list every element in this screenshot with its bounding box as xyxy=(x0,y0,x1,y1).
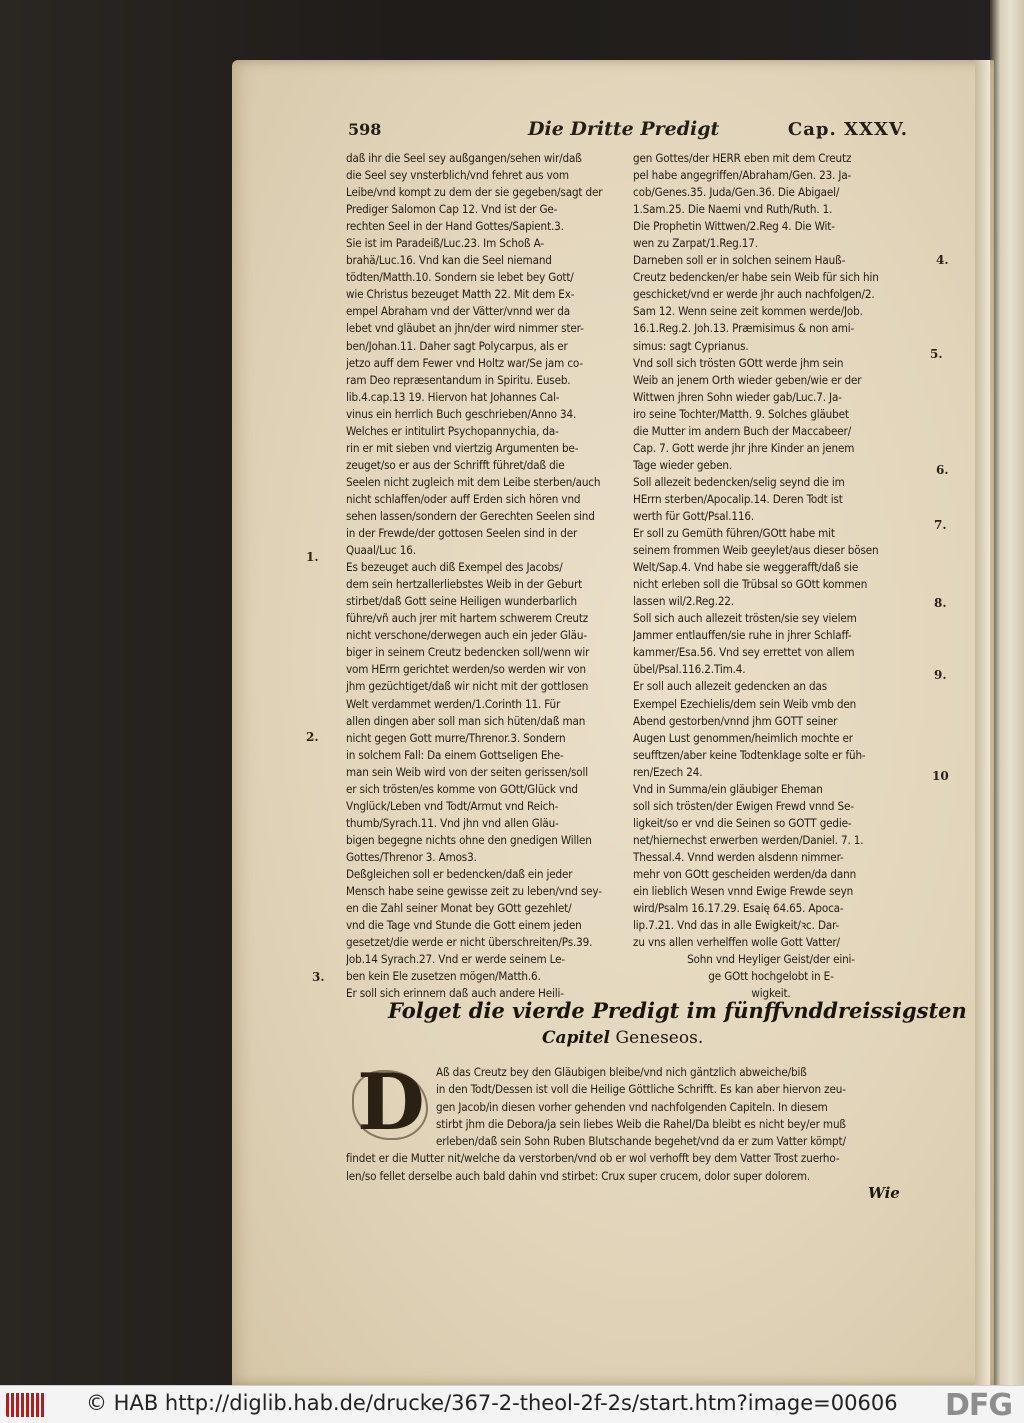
text-line: Welches er intitulirt Psychopannychia, da- xyxy=(346,423,559,438)
catchword: Wie xyxy=(868,1184,900,1202)
text-line: Soll sich auch allezeit trösten/sie sey vielem xyxy=(633,611,857,626)
text-line: in den Todt/Dessen ist voll die Heilige Göttliche Schrifft. Es kan aber hiervon zeu- xyxy=(436,1082,846,1097)
text-line: Sohn vnd Heyliger Geist/der eini- xyxy=(687,952,855,967)
margin-note: 1. xyxy=(306,550,319,564)
text-line: geschicket/vnd er werde jhr auch nachfolgen/2. xyxy=(633,287,875,302)
text-line: wird/Psalm 16.17.29. Esaię 64.65. Apoca- xyxy=(633,901,844,916)
text-line: Mensch habe seine gewisse zeit zu leben/vnd sey- xyxy=(346,884,602,899)
text-line: gen Jacob/in diesen vorher gehenden vnd nachfolgenden Capiteln. In diesem xyxy=(436,1099,828,1114)
text-line: Weib an jenem Orth wieder geben/wie er der xyxy=(633,372,862,387)
dfg-logo: DFG xyxy=(944,1388,1012,1423)
text-line: nicht schlaffen/oder auff Erden sich hören vnd xyxy=(346,491,581,506)
margin-note: 4. xyxy=(936,253,949,267)
text-line: nicht gegen Gott murre/Threnor.3. Sondern xyxy=(346,730,566,745)
section-heading: Folget die vierde Predigt im fünffvnddreissigsten xyxy=(388,998,967,1023)
section-subheading-bold: Capitel xyxy=(542,1028,611,1048)
text-line: sehen lassen/sondern der Gerechten Seelen sind xyxy=(346,508,595,523)
text-line: findet er die Mutter nit/welche da verstorben/vnd ob er wol verhofft bey dem Vatter Trost zuerho- xyxy=(346,1151,840,1166)
intro-paragraph xyxy=(346,1064,908,1185)
text-line: Quaal/Luc 16. xyxy=(346,543,416,558)
text-line: seinem frommen Weib geeylet/aus dieser bösen xyxy=(633,543,879,558)
hab-logo-icon xyxy=(6,1393,46,1417)
margin-note: 5. xyxy=(930,347,943,361)
text-line: Vnglück/Leben vnd Todt/Armut vnd Reich- xyxy=(346,798,559,813)
text-line: Er soll auch allezeit gedencken an das xyxy=(633,679,828,694)
left-text-column xyxy=(346,150,622,1002)
text-line: Sie ist im Paradeiß/Luc.23. Im Schoß A- xyxy=(346,236,544,251)
text-line: vinus ein herrlich Buch geschrieben/Anno 34. xyxy=(346,406,577,421)
section-subheading-text: Geneseos. xyxy=(615,1028,704,1048)
text-line: wie Christus bezeuget Matth 22. Mit dem Ex- xyxy=(346,287,575,302)
text-line: Prediger Salomon Cap 12. Vnd ist der Ge- xyxy=(346,202,558,217)
margin-note: 8. xyxy=(934,596,947,610)
text-line: 16.1.Reg.2. Joh.13. Præmisimus & non ami- xyxy=(633,321,855,336)
text-line: biger in seinem Creutz bedencken soll/wenn wir xyxy=(346,645,590,660)
text-line: Die Prophetin Wittwen/2.Reg 4. Die Wit- xyxy=(633,219,835,234)
page-fore-edge xyxy=(975,60,990,1385)
margin-note: 9. xyxy=(934,668,947,682)
text-line: gesetzet/die werde er nicht überschreiten/Ps.39. xyxy=(346,935,593,950)
text-line: er sich trösten/es komme von GOtt/Glück vnd xyxy=(346,781,578,796)
text-line: ben kein Ele zusetzen mögen/Matth.6. xyxy=(346,969,541,984)
text-line: nicht erleben soll die Trübsal so GOtt kommen xyxy=(633,577,868,592)
text-line: net/hiernechst erwerben werden/Daniel. 7. 1. xyxy=(633,832,864,847)
margin-note: 3. xyxy=(312,970,325,984)
text-line: Er soll sich erinnern daß auch andere Heili- xyxy=(346,986,564,1001)
running-title: Die Dritte Predigt xyxy=(528,118,720,140)
text-line: lassen wil/2.Reg.22. xyxy=(633,594,734,609)
text-line: Cap. 7. Gott werde jhr jhre Kinder an jenem xyxy=(633,440,855,455)
text-line: stirbt jhm die Debora/ja sein liebes Weib die Rahel/Da bleibt es nicht bey/er muß xyxy=(436,1116,846,1131)
text-line: in solchem Fall: Da einem Gottseligen Ehe- xyxy=(346,747,564,762)
text-line: Deßgleichen soll er bedencken/daß ein jeder xyxy=(346,866,573,881)
text-line: dem sein hertzallerliebstes Weib in der Geburt xyxy=(346,577,583,592)
text-line: Welt/Sap.4. Vnd habe sie weggerafft/daß sie xyxy=(633,560,859,575)
text-line: ligkeit/so er vnd die Seinen so GOTT gedie- xyxy=(633,815,852,830)
text-line: Job.14 Syrach.27. Vnd er werde seinem Le- xyxy=(346,952,565,967)
text-line: führe/vñ auch jrer mit hartem schwerem Creutz xyxy=(346,611,589,626)
text-line: nicht verschone/derwegen auch ein jeder Gläu- xyxy=(346,628,587,643)
text-line: ge GOtt hochgelobt in E- xyxy=(708,969,834,984)
text-line: simus: sagt Cyprianus. xyxy=(633,338,749,353)
text-line: daß ihr die Seel sey außgangen/sehen wir/daß xyxy=(346,151,582,165)
text-line: jetzo auff dem Fewer vnd Holtz war/Se jam co- xyxy=(346,355,583,370)
text-line: soll sich trösten/der Ewigen Frewd vnnd Se- xyxy=(633,798,854,813)
text-line: Vnd in Summa/ein gläubiger Eheman xyxy=(633,781,823,796)
text-line: Abend gestorben/vnnd jhm GOTT seiner xyxy=(633,713,838,728)
section-subheading xyxy=(542,1028,703,1048)
text-line: erleben/daß sein Sohn Ruben Blutschande begehet/vnd da er zum Vatter kömpt/ xyxy=(436,1134,846,1149)
margin-note: 2. xyxy=(306,730,319,744)
text-line: Welt verdammet werden/1.Corinth 11. Für xyxy=(346,696,561,711)
text-line: iro seine Tochter/Matth. 9. Solches gläubet xyxy=(633,406,849,421)
text-line: Leibe/vnd kompt zu dem der sie gegeben/sagt der xyxy=(346,185,603,200)
text-line: man sein Weib wird von der seiten gerissen/soll xyxy=(346,764,588,779)
text-line: vnd die Tage vnd Stunde die Gott einem jeden xyxy=(346,918,582,933)
margin-note: 6. xyxy=(936,463,949,477)
viewer-footer xyxy=(0,1385,1024,1423)
text-line: vom HErrn gerichtet werden/so werden wir von xyxy=(346,662,586,677)
text-line: Er soll zu Gemüth führen/GOtt habe mit xyxy=(633,526,835,541)
text-line: gen Gottes/der HERR eben mit dem Creutz xyxy=(633,151,852,165)
text-line: ren/Ezech 24. xyxy=(633,764,703,779)
running-header xyxy=(348,116,908,146)
text-line: Gottes/Threnor 3. Amos3. xyxy=(346,849,477,864)
text-line: tödten/Matth.10. Sondern sie lebet bey Gott/ xyxy=(346,270,574,285)
text-line: HErrn sterben/Apocalip.14. Deren Todt ist xyxy=(633,491,843,506)
chapter-label: Cap. XXXV. xyxy=(787,119,908,140)
text-line: ben/Johan.11. Daher sagt Polycarpus, als er xyxy=(346,338,568,353)
text-line: Exempel Ezechielis/dem sein Weib vmb den xyxy=(633,696,857,711)
text-line: zeuget/so er aus der Schrifft führet/daß die xyxy=(346,457,565,472)
text-line: Augen Lust genommen/heimlich mochte er xyxy=(633,730,853,745)
text-line: Tage wieder geben. xyxy=(633,457,732,472)
text-line: ram Deo repræsentandum in Spiritu. Euseb. xyxy=(346,372,571,387)
text-line: jhm gezüchtiget/daß wir nicht mit der gottlosen xyxy=(346,679,589,694)
page-stack-edge xyxy=(990,0,1024,1385)
text-line: rechten Seel in der Hand Gottes/Sapient.3. xyxy=(346,219,564,234)
text-line: allen dingen aber soll man sich hüten/daß man xyxy=(346,713,586,728)
text-line: empel Abraham vnd der Vätter/vnnd wer da xyxy=(346,304,571,319)
text-line: 1.Sam.25. Die Naemi vnd Ruth/Ruth. 1. xyxy=(633,202,833,217)
text-line: übel/Psal.116.2.Tim.4. xyxy=(633,662,746,677)
copyright-link[interactable]: © HAB http://diglib.hab.de/drucke/367-2-theol-2f-2s/start.htm?image=00606 xyxy=(86,1391,898,1415)
text-line: werth für Gott/Psal.116. xyxy=(633,508,755,523)
text-line: brahä/Luc.16. Vnd kan die Seel niemand xyxy=(346,253,552,268)
text-line: Seelen nicht zugleich mit dem Leibe sterben/auch xyxy=(346,474,601,489)
text-line: kammer/Esa.56. Vnd sey errettet von allem xyxy=(633,645,855,660)
text-line: Es bezeuget auch diß Exempel des Jacobs/ xyxy=(346,560,563,575)
text-line: wen zu Zarpat/1.Reg.17. xyxy=(633,236,758,251)
text-line: mehr von GOtt gescheiden werden/da dann xyxy=(633,866,857,881)
initial-letter: D xyxy=(357,1057,425,1148)
text-line: len/so fellet derselbe auch bald dahin vnd stirbet: Crux super crucem, dolor super dolorem. xyxy=(346,1168,811,1183)
text-line: lib.4.cap.13 19. Hiervon hat Johannes Cal- xyxy=(346,389,560,404)
text-line: Jammer entlauffen/sie ruhe in jhrer Schlaff- xyxy=(633,628,852,643)
text-line: wigkeit. xyxy=(751,986,791,1001)
margin-note: 7. xyxy=(934,518,947,532)
text-line: Vnd soll sich trösten GOtt werde jhm sein xyxy=(633,355,844,370)
text-line: Thessal.4. Vnnd werden alsdenn nimmer- xyxy=(633,849,844,864)
text-line: Sam 12. Wenn seine zeit kommen werde/Job. xyxy=(633,304,863,319)
right-text-column xyxy=(633,150,909,1002)
text-line: die Seel sey vnsterblich/vnd fehret aus vom xyxy=(346,168,569,183)
page-number: 598 xyxy=(348,120,382,139)
text-line: thumb/Syrach.11. Vnd jhn vnd allen Gläu- xyxy=(346,815,559,830)
margin-note: 10 xyxy=(932,769,949,783)
text-line: Creutz bedencken/er habe sein Weib für sich hin xyxy=(633,270,879,285)
text-line: pel habe angegriffen/Abraham/Gen. 23. Ja- xyxy=(633,168,852,183)
text-line: en die Zahl seiner Monat bey GOtt gezehlet/ xyxy=(346,901,572,916)
text-line: cob/Genes.35. Juda/Gen.36. Die Abigael/ xyxy=(633,185,840,200)
text-line: in der Frewde/der gottosen Seelen sind in der xyxy=(346,526,578,541)
text-line: lebet vnd gläubet an jhn/der wird nimmer ster- xyxy=(346,321,584,336)
text-line: bigen begegne nichts ohne den gnedigen Willen xyxy=(346,832,592,847)
text-line: Aß das Creutz bey den Gläubigen bleibe/vnd nich gäntzlich abweiche/biß xyxy=(436,1065,807,1079)
text-line: ein lieblich Wesen vnnd Ewige Frewde seyn xyxy=(633,884,854,899)
text-line: zu vns allen verhelffen wolle Gott Vatter/ xyxy=(633,935,840,950)
text-line: Soll allezeit bedencken/selig seynd die im xyxy=(633,474,845,489)
text-line: die Mutter im andern Buch der Maccabeer/ xyxy=(633,423,852,438)
text-line: stirbet/daß Gott seine Heiligen wunderbarlich xyxy=(346,594,578,609)
text-line: seufftzen/aber keine Todtenklage solte er füh- xyxy=(633,747,866,762)
text-line: Darneben soll er in solchen seinem Hauß- xyxy=(633,253,846,268)
text-line: Wittwen jhren Sohn wieder gab/Luc.7. Ja- xyxy=(633,389,842,404)
text-line: rin er mit sieben vnd viertzig Argumenten be- xyxy=(346,440,579,455)
text-line: lip.7.21. Vnd das in alle Ewigkeit/ꝛc. Dar- xyxy=(633,918,840,933)
